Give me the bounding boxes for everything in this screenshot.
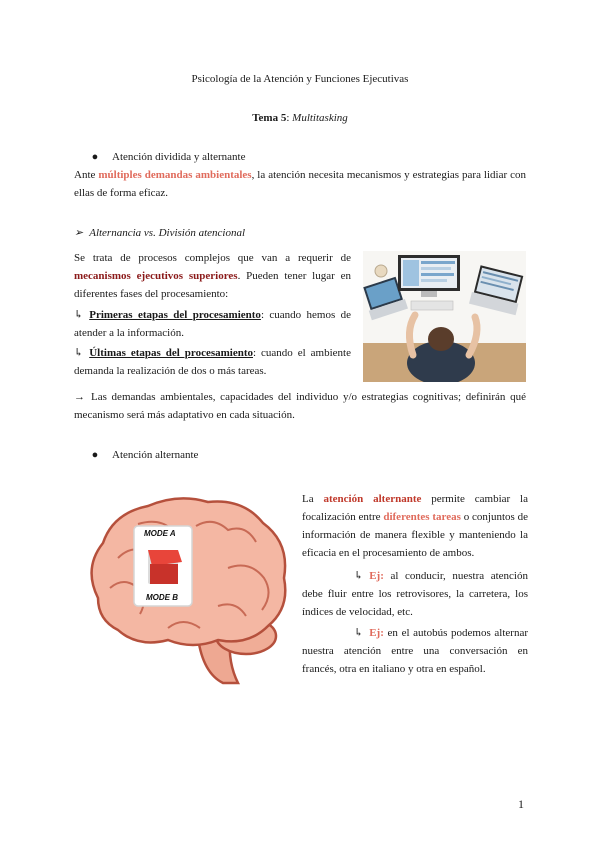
topic-title: Tema 5: Multitasking (252, 112, 348, 124)
right-arrow-icon: → (74, 391, 85, 403)
section-heading-alternante: ● Atención alternante (91, 449, 199, 461)
paragraph-alternante: La atención alternante permite cambiar la focalización entre diferentes tareas o conjuntos de información de manera flexible y manteniendo la eficacia en el procesamiento de ambos. (302, 493, 528, 560)
arrow-icon: ➢ (74, 227, 84, 239)
paragraph-conclusion: → Las demandas ambientales, capacidades del individuo y/o estrategias cognitivas; definirán qué mecanismo será más adaptativo en cada situación. (74, 388, 526, 424)
brain-switch-illustration (78, 488, 296, 688)
paragraph-demandas: Ante múltiples demandas ambientales, la atención necesita mecanismos y estrategias para lidiar con ellas de forma eficaz. (74, 169, 526, 200)
page-number: 1 (518, 797, 524, 811)
section-heading-dividida: ● Atención dividida y alternante (91, 151, 246, 163)
topic-name: Multitasking (292, 112, 348, 124)
return-arrow-icon: ↳ (74, 309, 84, 321)
mode-a-label: MODE A (144, 529, 176, 538)
example-conducir: ↳ Ej: al conducir, nuestra atención debe fluir entre los retrovisores, la carretera, los índices de velocidad, etc. (302, 567, 528, 621)
brain-icon (78, 488, 296, 688)
return-arrow-icon: ↳ (354, 627, 364, 639)
mode-b-label: MODE B (146, 593, 178, 602)
stage-item-ultimas: ↳ Últimas etapas del procesamiento: cuando el ambiente demanda la realización de dos o más tareas. (74, 344, 351, 380)
return-arrow-icon: ↳ (74, 347, 84, 359)
return-arrow-icon: ↳ (354, 570, 364, 582)
highlight-mecanismos: mecanismos ejecutivos superiores (74, 270, 238, 283)
paragraph-intro: Se trata de procesos complejos que van a requerir de mecanismos ejecutivos superiores. Pueden tener lugar en diferentes fases del procesamiento: (74, 252, 351, 301)
multitasking-photo (363, 251, 526, 382)
desk-illustration-icon (363, 251, 526, 382)
example-autobus: ↳ Ej: en el autobús podemos alternar nuestra atención entre una conversación en francés, otra en italiano y otra en español. (302, 624, 528, 678)
topic-label: Tema 5 (252, 112, 287, 124)
stage-item-primeras: ↳ Primeras etapas del procesamiento: cuando hemos de atender a la información. (74, 306, 351, 342)
highlight-demandas: múltiples demandas ambientales (98, 169, 252, 181)
document-title: Psicología de la Atención y Funciones Ejecutivas (191, 73, 409, 85)
highlight-atencion-alternante: atención alternante (323, 493, 422, 505)
subsection-heading: ➢ Alternancia vs. División atencional (74, 224, 245, 242)
highlight-diferentes-tareas: diferentes tareas (383, 511, 461, 524)
